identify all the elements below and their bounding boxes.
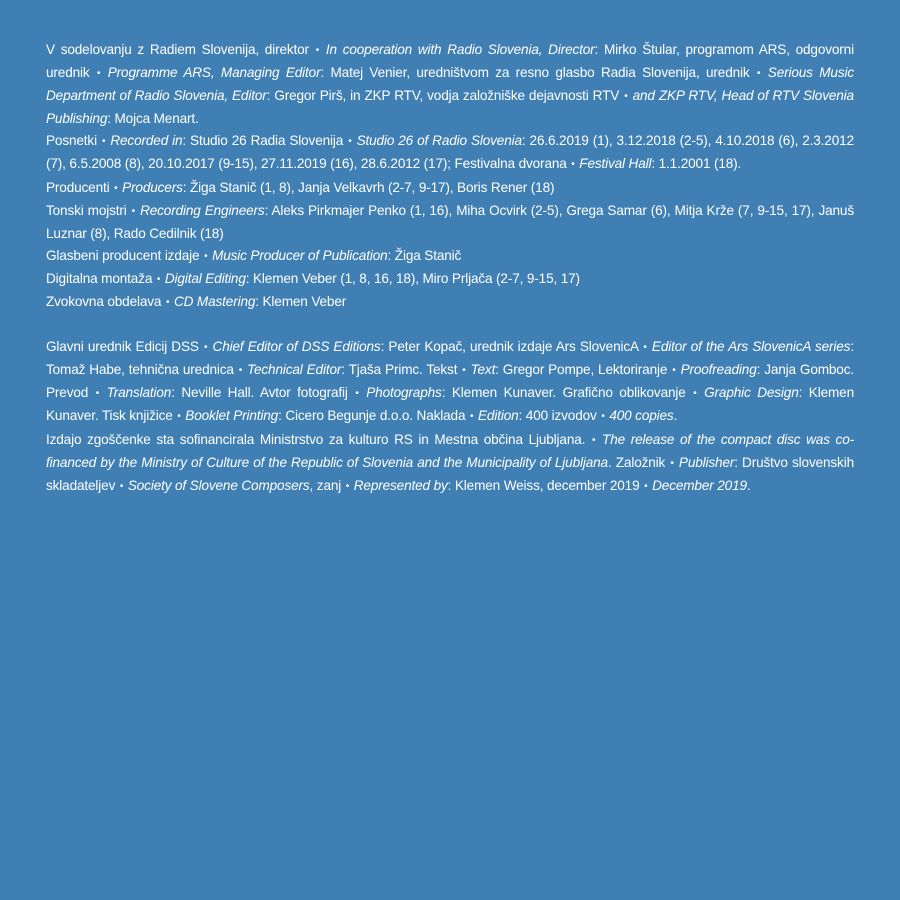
slovene-text: : Društvo slovenskih skladateljev — [46, 454, 854, 493]
bullet-separator: • — [355, 388, 359, 400]
recording-credits-block — [46, 39, 854, 314]
slovene-text: : Mojca Menart. — [107, 111, 199, 127]
bullet-separator: • — [238, 365, 243, 377]
bullet-separator: • — [670, 457, 674, 469]
bullet-separator: • — [462, 365, 466, 377]
slovene-text: , zanj — [309, 477, 345, 493]
slovene-text: Tonski mojstri — [46, 202, 131, 218]
bullet-separator: • — [345, 480, 350, 492]
bullet-separator: • — [165, 297, 170, 309]
slovene-text: . Založnik — [607, 454, 670, 470]
slovene-text: Izdajo zgoščenke sta sofinancirala Ministrstvo za kulturo RS in Mestna občina Ljubljana. — [46, 431, 591, 447]
english-translation: Graphic Design — [704, 385, 799, 401]
slovene-text: : Žiga Stanič — [387, 247, 462, 263]
slovene-text: V sodelovanju z Radiem Slovenija, direktor — [46, 42, 315, 57]
credit-paragraph — [46, 336, 854, 428]
slovene-text: Posnetki — [46, 133, 101, 149]
bullet-separator: • — [95, 388, 100, 400]
credit-paragraph — [46, 245, 854, 268]
english-translation: Recorded in — [110, 133, 183, 149]
bullet-separator: • — [156, 273, 161, 285]
english-translation: Edition — [478, 408, 519, 424]
english-translation: The release of the compact disc was co-financed by the Ministry of Culture of the Republic of Slovenia and the Municipality of Ljubljana — [46, 431, 854, 470]
slovene-text: . — [746, 477, 751, 493]
slovene-text: Glavni urednik Edicij DSS — [46, 339, 203, 355]
bullet-separator: • — [114, 182, 118, 194]
bullet-separator: • — [644, 480, 648, 492]
slovene-text: : 1.1.2001 (18). — [651, 156, 742, 172]
english-translation: Programme ARS, Managing Editor — [107, 65, 321, 81]
bullet-separator: • — [348, 136, 352, 148]
slovene-text: : Žiga Stanič (1, 8), Janja Velkavrh (2-7, 9-17), Boris Rener (18) — [182, 179, 555, 195]
credit-paragraph — [46, 268, 854, 291]
english-translation: Technical Editor — [247, 362, 342, 378]
english-translation: Studio 26 of Radio Slovenia — [356, 133, 522, 149]
bullet-separator: • — [101, 136, 106, 148]
english-translation: Represented by — [353, 477, 448, 493]
bullet-separator: • — [643, 342, 647, 354]
slovene-text: : 26.6.2019 (1), 3.12.2018 (2-5), 4.10.2018 (6), 2.3.2012 (7), 6.5.2008 (8), 20.10.2017 (9-15), 27.11.2019 (16), 28.6.2012 (17); Festivalna dvorana — [46, 133, 854, 172]
credit-paragraph — [46, 130, 854, 176]
credit-paragraph — [46, 200, 854, 245]
bullet-separator: • — [96, 68, 101, 80]
english-translation: CD Mastering — [173, 294, 256, 310]
credit-paragraph — [46, 177, 854, 200]
english-translation: 400 copies — [609, 408, 674, 424]
slovene-text: : Gregor Pompe, Lektoriranje — [495, 362, 672, 378]
english-translation: Producers — [122, 179, 183, 195]
slovene-text: : Janja Gomboc. Prevod — [46, 362, 854, 401]
slovene-text: . — [673, 408, 678, 424]
bullet-separator: • — [591, 434, 596, 446]
slovene-text: : Klemen Kunaver. Tisk knjižice — [46, 385, 854, 424]
credit-paragraph — [46, 429, 854, 498]
slovene-text: : 400 izvodov — [518, 408, 601, 424]
bullet-separator: • — [131, 205, 136, 217]
english-translation: Text — [470, 362, 496, 378]
slovene-text: : Studio 26 Radia Slovenija — [182, 133, 348, 149]
english-translation: Digital Editing — [164, 270, 246, 286]
slovene-text: : Klemen Weiss, december 2019 — [447, 477, 644, 493]
english-translation: Proofreading — [680, 362, 757, 378]
credit-paragraph — [46, 39, 854, 130]
slovene-text: Zvokovna obdelava — [46, 294, 165, 310]
publication-credits-block — [46, 336, 854, 498]
english-translation: Photographs — [366, 385, 442, 401]
credit-paragraph — [46, 291, 854, 314]
slovene-text: : Mirko Štular, programom ARS, odgovorni urednik — [46, 42, 854, 81]
bullet-separator: • — [470, 411, 474, 423]
english-translation: Editor of the Ars SlovenicA series — [651, 339, 851, 355]
bullet-separator: • — [571, 159, 575, 171]
english-translation: Chief Editor of DSS Editions — [212, 339, 381, 355]
english-translation: Society of Slovene Composers — [127, 477, 310, 493]
english-translation: and ZKP RTV, Head of RTV Slovenia Publishing — [46, 88, 854, 127]
slovene-text: : Tjaša Primc. Tekst — [341, 362, 462, 378]
bullet-separator: • — [204, 342, 208, 354]
english-translation: Serious Music Department of Radio Slovenia, Editor — [46, 65, 854, 104]
slovene-text: : Peter Kopač, urednik izdaje Ars SlovenicA — [380, 339, 643, 355]
slovene-text: : Neville Hall. Avtor fotografij — [171, 385, 355, 401]
slovene-text: : Tomaž Habe, tehnična urednica — [46, 339, 854, 378]
slovene-text: Digitalna montaža — [46, 270, 156, 286]
bullet-separator: • — [204, 250, 208, 262]
english-translation: In cooperation with Radio Slovenia, Director — [325, 42, 595, 57]
bullet-separator: • — [601, 411, 605, 423]
credits-page — [46, 39, 854, 498]
english-translation: Festival Hall — [579, 156, 652, 172]
block-spacer — [46, 314, 854, 336]
english-translation: December 2019 — [652, 477, 747, 493]
bullet-separator: • — [756, 68, 761, 80]
slovene-text: Producenti — [46, 179, 114, 195]
slovene-text: Glasbeni producent izdaje — [46, 247, 204, 263]
slovene-text: : Klemen Kunaver. Grafično oblikovanje — [441, 385, 693, 401]
english-translation: Music Producer of Publication — [212, 247, 388, 263]
english-translation: Recording Engineers — [140, 202, 265, 218]
slovene-text: : Klemen Veber (1, 8, 16, 18), Miro Prljača (2-7, 9-15, 17) — [245, 270, 580, 286]
bullet-separator: • — [177, 411, 181, 423]
slovene-text: : Aleks Pirkmajer Penko (1, 16), Miha Ocvirk (2-5), Grega Samar (6), Mitja Krže (7, 9-15, 17), Januš Luznar (8), Rado Cedilnik (18) — [46, 202, 854, 241]
slovene-text: : Matej Venier, uredništvom za resno glasbo Radia Slovenija, urednik — [320, 65, 756, 81]
english-translation: Translation — [106, 385, 172, 401]
english-translation: Publisher — [678, 454, 735, 470]
english-translation: Booklet Printing — [185, 408, 279, 424]
slovene-text: : Cicero Begunje d.o.o. Naklada — [278, 408, 470, 424]
bullet-separator: • — [693, 388, 697, 400]
bullet-separator: • — [119, 480, 124, 492]
bullet-separator: • — [672, 365, 676, 377]
slovene-text: : Gregor Pirš, in ZKP RTV, vodja založniške dejavnosti RTV — [266, 88, 624, 104]
slovene-text: : Klemen Veber — [255, 294, 347, 310]
bullet-separator: • — [315, 45, 320, 56]
bullet-separator: • — [624, 91, 628, 103]
